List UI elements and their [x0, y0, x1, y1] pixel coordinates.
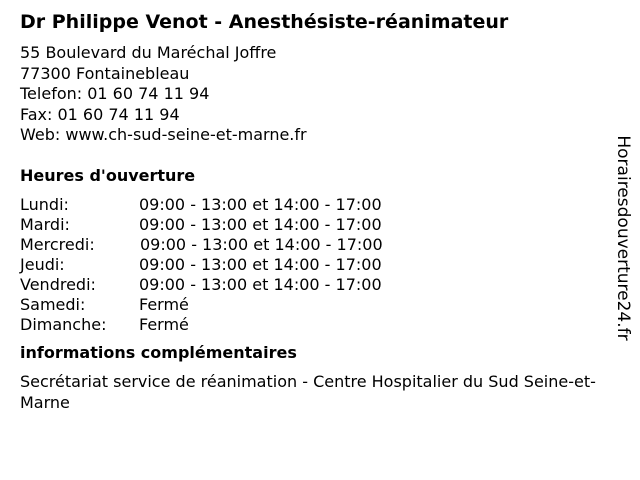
day-hours: Fermé [139, 314, 189, 334]
hours-row-friday [20, 275, 610, 295]
day-label: Samedi: [20, 294, 86, 314]
hours-row-wednesday [20, 235, 610, 255]
day-hours: 09:00 - 13:00 et 14:00 - 17:00 [139, 254, 382, 274]
info-description: Secrétariat service de réanimation - Centre Hospitalier du Sud Seine-et-Marne [20, 371, 596, 412]
day-label: Mercredi: [20, 234, 95, 254]
street-address: 55 Boulevard du Maréchal Joffre [20, 43, 277, 62]
hours-row-sunday [20, 315, 610, 335]
day-hours: 09:00 - 13:00 et 14:00 - 17:00 [139, 194, 382, 214]
phone-number: Telefon: 01 60 74 11 94 [20, 84, 210, 103]
day-label: Mardi: [20, 214, 70, 234]
hours-row-tuesday [20, 215, 610, 235]
fax-number: Fax: 01 60 74 11 94 [20, 104, 180, 124]
info-heading: informations complémentaires [20, 342, 297, 362]
day-label: Vendredi: [20, 274, 96, 294]
day-label: Dimanche: [20, 314, 107, 334]
watermark-text: Horairesdouverture24.fr [613, 135, 633, 341]
day-hours: 09:00 - 13:00 et 14:00 - 17:00 [139, 274, 382, 294]
day-hours: 09:00 - 13:00 et 14:00 - 17:00 [139, 214, 382, 234]
hours-table [20, 195, 610, 335]
city-address: 77300 Fontainebleau [20, 63, 190, 83]
day-hours: 09:00 - 13:00 et 14:00 - 17:00 [140, 234, 383, 254]
page-title: Dr Philippe Venot - Anesthésiste-réanimateur [20, 11, 509, 33]
hours-heading: Heures d'ouverture [20, 165, 196, 185]
website-link[interactable]: Web: www.ch-sud-seine-et-marne.fr [20, 125, 307, 144]
day-label: Lundi: [20, 194, 69, 214]
hours-row-saturday [20, 295, 610, 315]
main-content [20, 9, 610, 413]
hours-row-thursday [20, 255, 610, 275]
hours-row-monday [20, 195, 610, 215]
day-label: Jeudi: [20, 254, 65, 274]
address-block [20, 43, 610, 146]
day-hours: Fermé [139, 294, 189, 314]
